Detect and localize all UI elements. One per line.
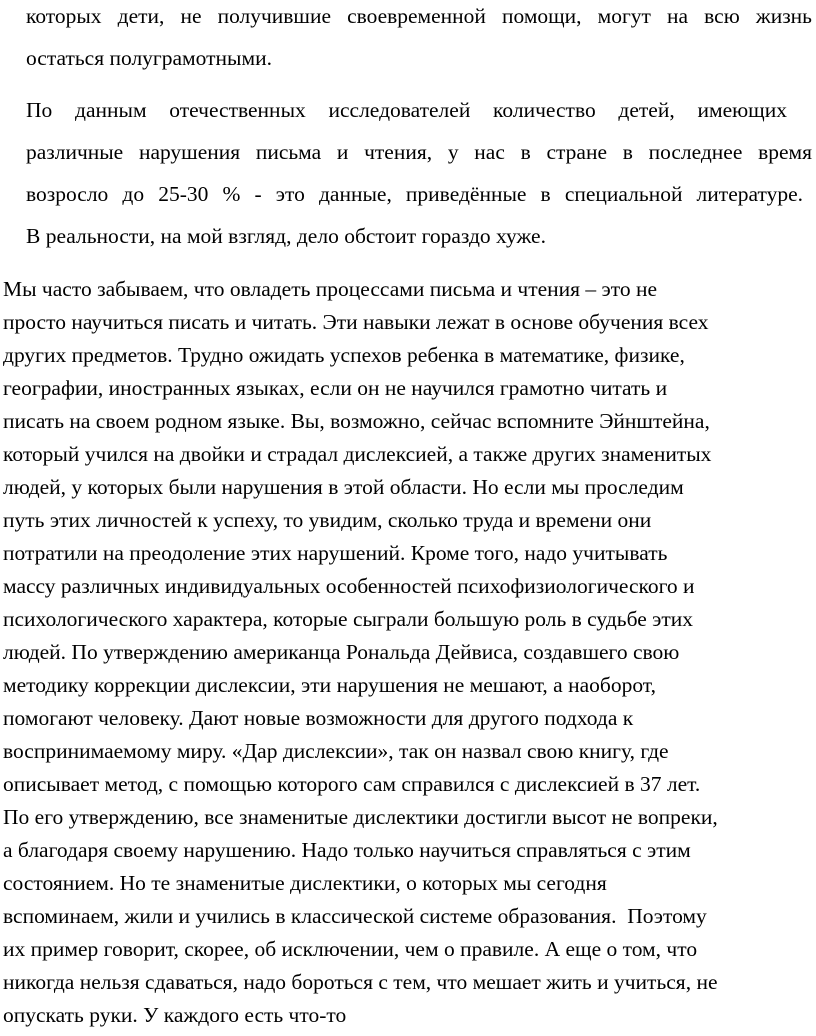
paragraph-3-line-18: а благодаря своему нарушению. Надо только научиться справляться с этим xyxy=(3,838,691,862)
paragraph-2-line-2: различные нарушения письма и чтения, у нас в стране в последнее время xyxy=(26,140,812,164)
paragraph-2-line-4: В реальности, на мой взгляд, дело обстоит гораздо хуже. xyxy=(26,224,546,248)
paragraph-3-line-21: их пример говорит, скорее, об исключении, чем о правиле. А еще о том, что xyxy=(3,937,698,961)
intro-line-1: которых дети, не получившие своевременной помощи, могут на всю жизнь xyxy=(26,4,812,28)
paragraph-3-line-3: других предметов. Трудно ожидать успехов ребенка в математике, физике, xyxy=(3,343,685,367)
paragraph-3-line-6: который учился на двойки и страдал дислексией, а также других знаменитых xyxy=(3,442,712,466)
paragraph-3-line-14: помогают человеку. Дают новые возможности для другого подхода к xyxy=(3,706,634,730)
paragraph-3-line-12: людей. По утверждению американца Рональда Дейвиса, создавшего свою xyxy=(3,640,680,664)
intro-line-2: остаться полуграмотными. xyxy=(26,46,272,70)
paragraph-3-line-11: психологического характера, которые сыграли большую роль в судьбе этих xyxy=(3,607,694,631)
paragraph-3-line-7: людей, у которых были нарушения в этой области. Но если мы проследим xyxy=(3,475,684,499)
paragraph-3-line-15: воспринимаемому миру. «Дар дислексии», так он назвал свою книгу, где xyxy=(3,739,669,763)
paragraph-3-line-1: Мы часто забываем, что овладеть процессами письма и чтения – это не xyxy=(3,277,658,301)
paragraph-3-line-10: массу различных индивидуальных особенностей психофизиологического и xyxy=(3,574,695,598)
paragraph-3-line-23: опускать руки. У каждого есть что-то xyxy=(3,1003,347,1027)
paragraph-3-line-13: методику коррекции дислексии, эти нарушения не мешают, а наоборот, xyxy=(3,673,656,697)
paragraph-3-line-16: описывает метод, с помощью которого сам справился с дислексией в 37 лет. xyxy=(3,772,701,796)
paragraph-3-line-9: потратили на преодоление этих нарушений. Кроме того, надо учитывать xyxy=(3,541,668,565)
paragraph-3-line-5: писать на своем родном языке. Вы, возможно, сейчас вспомните Эйнштейна, xyxy=(3,409,710,433)
paragraph-3-line-8: путь этих личностей к успеху, то увидим, сколько труда и времени они xyxy=(3,508,652,532)
paragraph-3-line-19: состоянием. Но те знаменитые дислектики, о которых мы сегодня xyxy=(3,871,607,895)
paragraph-3-line-20: вспоминаем, жили и учились в классической системе образования. Поэтому xyxy=(3,904,707,928)
paragraph-2-line-1: По данным отечественных исследователей количество детей, имеющих xyxy=(26,98,787,122)
paragraph-2-line-3: возросло до 25-30 % - это данные, приведённые в специальной литературе. xyxy=(26,182,803,206)
paragraph-3-line-4: географии, иностранных языках, если он не научился грамотно читать и xyxy=(3,376,668,400)
paragraph-3-line-2: просто научиться писать и читать. Эти навыки лежат в основе обучения всех xyxy=(3,310,709,334)
paragraph-3-line-17: По его утверждению, все знаменитые дислектики достигли высот не вопреки, xyxy=(3,805,718,829)
paragraph-3-line-22: никогда нельзя сдаваться, надо бороться с тем, что мешает жить и учиться, не xyxy=(3,970,718,994)
